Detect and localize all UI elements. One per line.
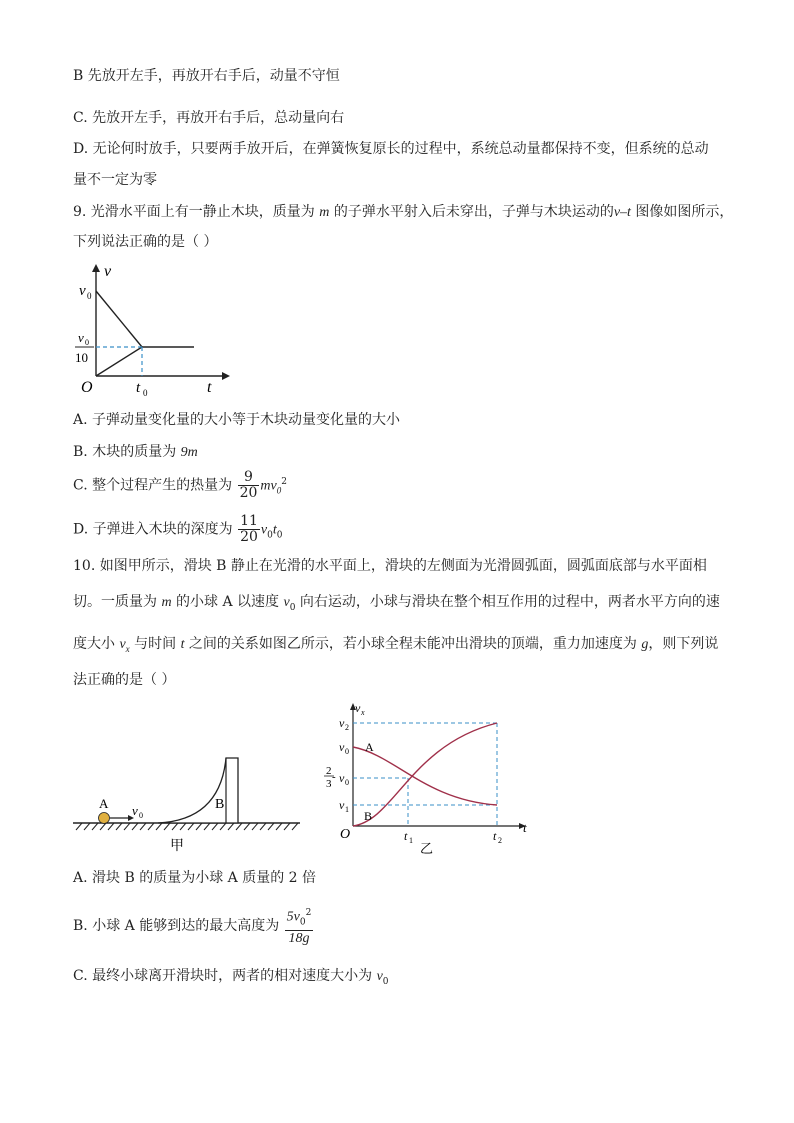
curve-b	[353, 723, 497, 826]
curve-b-label: B	[364, 809, 373, 823]
q8-option-d-line2: 量不一定为零	[73, 172, 157, 188]
svg-text:x: x	[361, 708, 365, 717]
q9-v0-sub: 0	[87, 291, 92, 301]
q9-origin-label: O	[81, 379, 93, 396]
q10-option-b-fraction: $\frac{5v_0^2}{18g}$	[286, 908, 312, 947]
q10-figure-a	[70, 750, 305, 860]
q9-vt-graph	[70, 262, 230, 400]
q9-axis-t-label: t	[207, 379, 212, 396]
q9-t0-label: t	[136, 380, 141, 396]
label-a: A	[99, 796, 109, 811]
q10-stem-line4: 法正确的是（ ）	[73, 672, 176, 688]
caption-yi: 乙	[420, 841, 434, 856]
q9-option-b: B. 木块的质量为 9m	[73, 444, 198, 460]
q9-v0-label: v	[79, 283, 86, 299]
svg-text:t: t	[404, 829, 408, 843]
svg-text:2: 2	[326, 765, 332, 777]
q9-option-d: D. 子弹进入木块的深度为 $\frac{11}{20}$ $v_0t_0$	[73, 513, 283, 545]
caption-jia: 甲	[170, 839, 184, 854]
q10-stem-line2: 切。一质量为 m 的小球 A 以速度 $v_0$ 向右运动，小球与滑块在整个相互作用的过程中，两者水平方向的速	[73, 594, 720, 613]
svg-text:v: v	[339, 798, 345, 812]
q10-figure-b	[315, 700, 535, 860]
q9-frac-den: 10	[75, 350, 88, 365]
q9-stem-line2: 下列说法正确的是（ ）	[73, 234, 218, 250]
svg-text:2: 2	[345, 723, 349, 732]
q10-option-b: B. 小球 A 能够到达的最大高度为 $\frac{5v_0^2}{18g}$	[73, 908, 312, 947]
svg-text:0: 0	[345, 747, 349, 756]
q9-t0-sub: 0	[143, 388, 148, 398]
q8-option-d-line1: D. 无论何时放手，只要两手放开后，在弹簧恢复原长的过程中，系统总动量都保持不变，但系统的总动	[73, 141, 709, 157]
svg-text:3: 3	[326, 778, 332, 790]
q10-stem-line3: 度大小 $v_x$ 与时间 t 之间的关系如图乙所示，若小球全程未能冲出滑块的顶端，重力加速度为 g，则下列说	[73, 636, 719, 654]
label-b: B	[215, 797, 225, 812]
svg-text:v: v	[339, 771, 345, 785]
svg-text:v: v	[339, 740, 345, 754]
svg-text:v: v	[339, 716, 345, 730]
svg-text:-: -	[332, 771, 336, 783]
curve-a	[353, 747, 497, 805]
svg-text:1: 1	[409, 836, 413, 845]
curve-a-label: A	[365, 740, 374, 754]
svg-text:O: O	[340, 827, 351, 842]
svg-text:0: 0	[345, 778, 349, 787]
svg-text:1: 1	[345, 805, 349, 814]
svg-text:0: 0	[139, 811, 143, 820]
q9-stem-line1: 9. 光滑水平面上有一静止木块，质量为 m 的子弹水平射入后未穿出，子弹与木块运动的v–t 图像如图所示，	[73, 204, 734, 220]
q8-option-b: B 先放开左手，再放开右手后，动量不守恒	[73, 68, 340, 84]
q9-frac-num: v	[78, 330, 84, 345]
q9-option-c: C. 整个过程产生的热量为 $\frac{9}{20}$ $mv_0^2$	[73, 469, 287, 501]
q10-option-a: A. 滑块 B 的质量为小球 A 质量的 2 倍	[73, 870, 317, 886]
q9-option-a: A. 子弹动量变化量的大小等于木块动量变化量的大小	[73, 412, 401, 428]
q10-option-c: C. 最终小球离开滑块时，两者的相对速度大小为 $v_0$	[73, 968, 389, 987]
q9-frac-num-sub: 0	[85, 338, 89, 347]
q8-option-c: C. 先放开左手，再放开右手后，总动量向右	[73, 110, 345, 126]
svg-text:2: 2	[498, 836, 502, 845]
q9-option-d-fraction: $\frac{11}{20}$	[240, 513, 258, 545]
svg-text:t: t	[493, 829, 497, 843]
q10-stem-line1: 10. 如图甲所示，滑块 B 静止在光滑的水平面上，滑块的左侧面为光滑圆弧面，圆弧面底部与水平面相	[73, 558, 707, 574]
q9-axis-v-label: v	[104, 263, 112, 280]
svg-text:t: t	[523, 820, 527, 835]
svg-text:v: v	[355, 701, 361, 715]
q9-option-c-fraction: $\frac{9}{20}$	[239, 469, 258, 501]
ball-a	[99, 813, 110, 824]
label-v0: v	[132, 803, 138, 818]
